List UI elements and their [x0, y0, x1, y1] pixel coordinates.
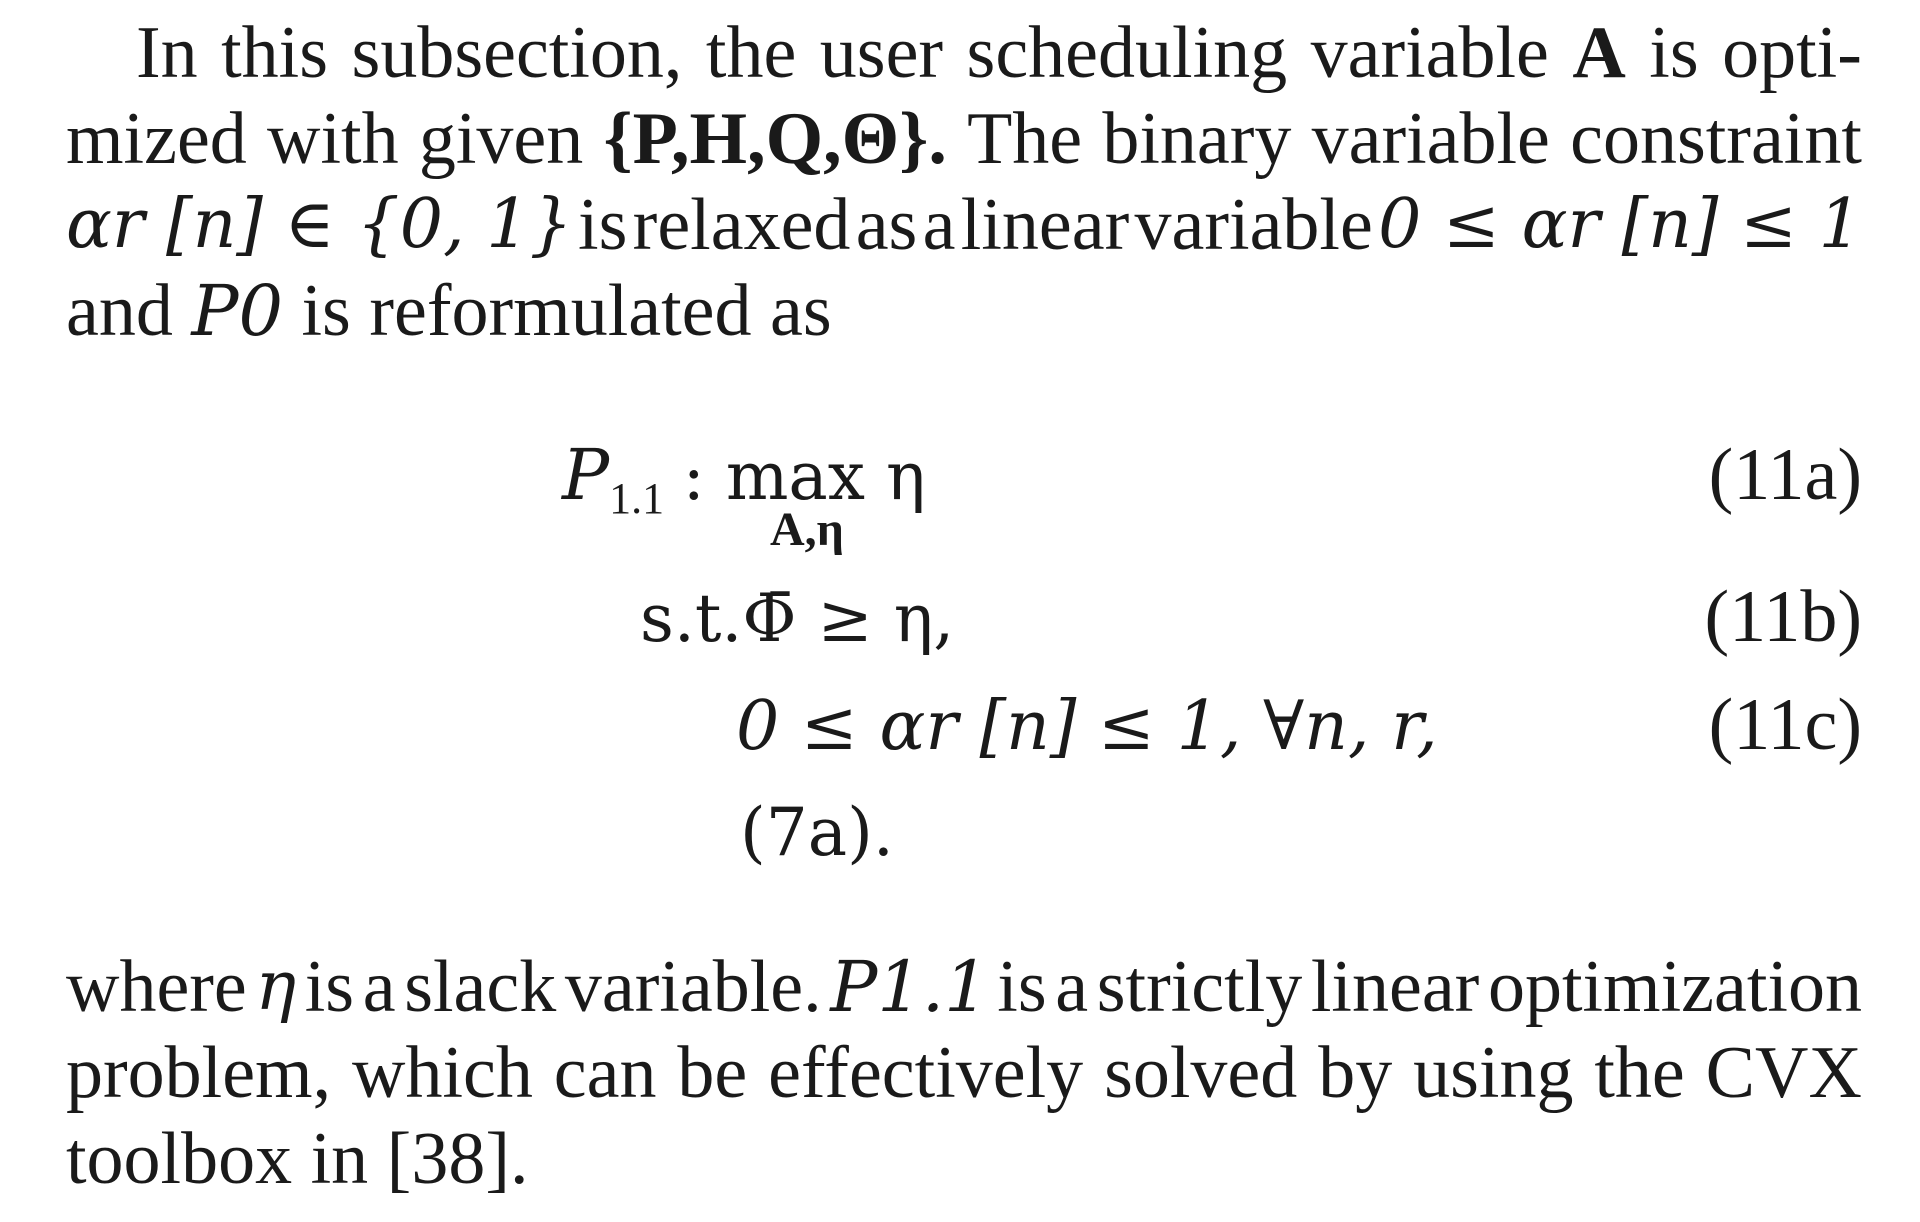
- word: optimization: [1487, 946, 1862, 1028]
- text-line-7: toolbox in [38].: [66, 1118, 529, 1200]
- variable-set: {P,H,Q,Θ}.: [603, 98, 947, 180]
- word: is: [301, 270, 351, 352]
- word: a: [362, 946, 396, 1028]
- problem-symbol: P0: [191, 270, 283, 352]
- word: can: [553, 1032, 657, 1114]
- word: the: [1594, 1032, 1685, 1114]
- math-eta: η: [255, 947, 297, 1026]
- problem-symbol: P: [562, 434, 610, 516]
- constraint-c: 0 ≤ αr [n] ≤ 1, ∀n, r,: [736, 687, 1438, 766]
- word: reformulated: [369, 270, 752, 352]
- word: is: [997, 946, 1047, 1028]
- word: The: [967, 98, 1083, 180]
- text-line-2: [66, 96, 1862, 182]
- word: variable: [1134, 184, 1373, 266]
- word: subsection,: [351, 12, 683, 94]
- problem-subscript: 1.1: [609, 474, 665, 523]
- equation-11a: [562, 430, 926, 522]
- word: is: [578, 184, 628, 266]
- word: given: [418, 98, 584, 180]
- bold-variable: A: [1572, 12, 1626, 94]
- equation-number-11c: (11c): [1708, 684, 1862, 766]
- word: relaxed: [632, 184, 851, 266]
- constraint-reference: (7a).: [740, 794, 894, 871]
- math-relaxation: 0 ≤ αr [n] ≤ 1: [1378, 185, 1862, 264]
- constraint-b: s.t.Φ̄ ≥ η,: [640, 580, 955, 657]
- word: user: [819, 12, 944, 94]
- text-line-3: [66, 182, 1862, 268]
- word: In: [136, 12, 198, 94]
- text-line-4: [66, 268, 1862, 354]
- word: be: [677, 1032, 748, 1114]
- word: opti-: [1722, 12, 1862, 94]
- word: is: [1649, 12, 1699, 94]
- word: slack: [404, 946, 557, 1028]
- word: and: [66, 270, 173, 352]
- word: by: [1318, 1032, 1393, 1114]
- equation-number-11a: (11a): [1708, 434, 1862, 516]
- word: linear: [960, 184, 1130, 266]
- max-subscript: [770, 505, 844, 555]
- word: this: [221, 12, 329, 94]
- word: using: [1413, 1032, 1574, 1114]
- math-constraint: αr [n] ∈ {0, 1}: [66, 185, 573, 264]
- word: strictly: [1096, 946, 1303, 1028]
- word: as: [770, 270, 832, 352]
- word: linear: [1310, 946, 1480, 1028]
- word: a: [922, 184, 956, 266]
- text-line-5: [66, 944, 1862, 1030]
- equation-7a-reference: [740, 786, 894, 878]
- equation-number-11b: (11b): [1704, 576, 1862, 658]
- word: CVX: [1705, 1032, 1862, 1114]
- word: solved: [1104, 1032, 1298, 1114]
- word: variable: [1310, 12, 1549, 94]
- word: scheduling: [966, 12, 1288, 94]
- word: where: [66, 946, 247, 1028]
- objective: : max η: [682, 438, 926, 515]
- word: with: [267, 98, 399, 180]
- word: the: [705, 12, 797, 94]
- word: which: [352, 1032, 533, 1114]
- word: constraint: [1570, 98, 1862, 180]
- equation-11b: [640, 572, 954, 664]
- text-line-6: [66, 1030, 1862, 1116]
- word: problem,: [66, 1032, 332, 1114]
- equation-11c: [736, 680, 1438, 772]
- word: as: [855, 184, 918, 266]
- text-line-1: [136, 10, 1862, 96]
- word: variable: [1311, 98, 1550, 180]
- word: mized: [66, 98, 247, 180]
- word: variable.: [564, 946, 822, 1028]
- word: binary: [1102, 98, 1292, 180]
- optimization-variables: A,η: [770, 503, 844, 556]
- problem-symbol: P1.1: [830, 946, 989, 1028]
- word: a: [1055, 946, 1089, 1028]
- word: is: [304, 946, 355, 1028]
- word: effectively: [768, 1032, 1084, 1114]
